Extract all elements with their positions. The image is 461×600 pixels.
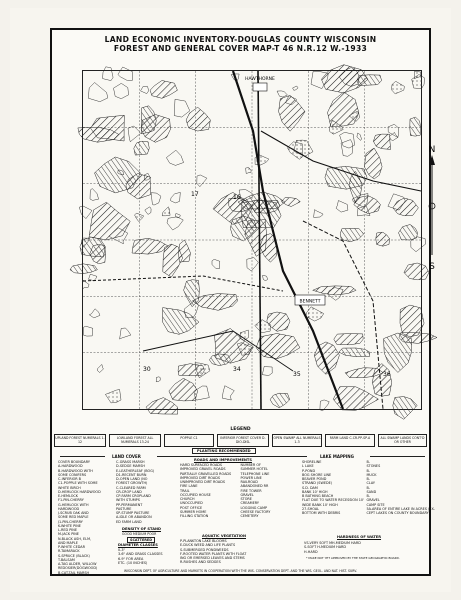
legend-entry: R-TAMARACK <box>58 549 80 554</box>
section-number: 36 <box>383 371 391 378</box>
hardness-heading: HARDNESS OF WATER <box>337 535 382 539</box>
map-sheet <box>10 8 451 592</box>
legend-column-land-cover <box>58 460 114 575</box>
aquatic-vegetation-row: E-DUCK WEED AND LIFE PLANTS <box>180 543 236 548</box>
legend-entry: SUMMER HOME <box>180 509 207 514</box>
lake-mapping-heading: LAKE MAPPING <box>320 454 354 459</box>
legend-entry: PASTURE <box>116 506 132 511</box>
diameter-class-row: 3-6" AND GRASS CLASSES <box>118 552 163 557</box>
legend-entry: PARTIALLY GRAVELLED ROADS <box>180 471 232 476</box>
planting-recommended: PLANTING RECOMMENDED <box>192 448 256 454</box>
legend-entry: RAILROAD <box>240 480 258 484</box>
legend-entry: PP-PERMANENT <box>116 502 143 507</box>
legend-entry: CEMETERY <box>240 514 259 518</box>
legend-entry: CAMP SITE <box>366 502 385 507</box>
legend-column-improvements <box>180 463 298 518</box>
legend-entry: CP-FARM CROPLAND <box>116 494 151 498</box>
legend-entry: WHITE BIRCH <box>58 485 81 490</box>
section-number: 34 <box>233 366 241 373</box>
legend-column-land-cover-2 <box>116 460 176 524</box>
legend-entry: TRAIL <box>180 488 190 493</box>
roads-improvements-heading: ROADS AND IMPROVEMENTS <box>194 458 252 462</box>
aquatic-vegetation-heading: AQUATIC VEGETATION <box>202 534 246 538</box>
north-label: N <box>428 145 436 155</box>
legend-entry: A-TAG ALDER, WILLOW <box>58 562 97 566</box>
map-frame <box>50 28 435 576</box>
legend-entry: UNIMPROVED DIRT ROADS <box>180 480 226 484</box>
legend-entry: K-WHITE PINE <box>58 523 81 528</box>
forest-cover-patch <box>399 333 437 344</box>
legend-entry: CREAMERY <box>240 501 259 506</box>
diameter-classes-list <box>118 548 176 565</box>
legend-entry: SHORELINE <box>302 460 322 464</box>
legend-entry: COVER BOUNDARY <box>58 460 90 464</box>
legend-entry: N-BLACK ASH, ELM, <box>58 536 92 541</box>
south-label: S <box>429 262 435 272</box>
legend-entry: B- <box>366 494 371 498</box>
legend-box-swamp-lands: ALL SWAMP LANDS CONT'D OR OTHER <box>378 434 427 447</box>
township-map[interactable] <box>82 70 422 410</box>
legend-entry: B-CAT-TAIL MARSH <box>58 570 90 575</box>
legend-entry: D-HEMLOCK HARDWOOD <box>58 489 101 494</box>
legend-entry: L-RED PINE <box>58 528 77 532</box>
legend-entry: G-HEMLOCK WITH <box>58 502 89 507</box>
section-number: 16 <box>233 194 241 201</box>
map-title-line1: LAND ECONOMIC INVENTORY-DOUGLAS COUNTY WISCONSIN <box>104 35 377 44</box>
legend-entry: CHURCH <box>180 497 195 501</box>
legend-entry: C-INFERIOR B <box>58 477 82 481</box>
legend-entry: M-JACK PINE <box>58 532 79 537</box>
aquatic-vegetation-row: F-ROOTED WATER PLANTS WITH FLOAT <box>180 551 247 556</box>
divider-line <box>60 456 105 457</box>
legend-entry: CEPT LAKES ON COUNTY BOUNDARY) <box>366 511 430 515</box>
legend-box-lowland-forest: LOWLAND FOREST ALL NUMERALS 13-24 <box>109 434 161 447</box>
section-number: 30 <box>143 366 151 373</box>
legend-entry: UNOCCUPIED <box>180 501 203 506</box>
section-number: 35 <box>293 371 301 378</box>
legend-entry: AND MAPLE <box>58 540 78 545</box>
legend-box-upland-forest: UPLAND FOREST NUMERALS 1-12 <box>54 434 106 447</box>
legend-entry: SOME CONIFERS <box>58 472 87 477</box>
legend-entry: 27-SHOAL <box>302 506 320 511</box>
legend-entry: SAND <box>366 489 377 494</box>
legend-entry: CLAY <box>366 481 375 486</box>
aquatic-vegetation-row: S-SUBMERGED PONDWEEDS <box>180 547 229 552</box>
legend-entry: C1-POPPLE WITH SOME <box>58 481 98 486</box>
legend-entry: SP-STUMP PASTURE <box>116 511 150 515</box>
map-title-line2: FOREST AND GENERAL COVER MAP-T 46 N.R.12 W.-1933 <box>113 44 368 53</box>
legend-entry: ED FARM LAND <box>116 519 142 524</box>
legend-entry: S-SPRUCE (BLACK) <box>58 553 90 558</box>
legend-entry: B- <box>366 477 371 481</box>
hardness-row: S-SOFT H-MEDIUM HARD <box>304 545 347 550</box>
legend-entry: GRAVEL <box>240 492 254 497</box>
legend-entry: BOTTOM WITH DEBRIS <box>302 511 341 515</box>
legend-entry: C-GRASS MARSH <box>116 460 145 464</box>
north-arrow <box>422 143 442 273</box>
legend-entry: SOME RED MAPLE <box>58 515 89 520</box>
hardness-row: H-HARD <box>304 549 318 554</box>
legend-entry: 5A-AREA OF ENTIRE LAKE IN ACRES (EX- <box>366 506 435 511</box>
legend-box-popple: POPPLE C1 <box>164 434 214 447</box>
legend-entry: MUCK <box>366 472 377 477</box>
forest-cover-patch <box>334 334 363 345</box>
legend-entry: WITH STUMPS <box>116 498 140 503</box>
legend-entry: NUMBER OF <box>240 463 261 467</box>
legend-entry: REDOSIER(DOGWOOD) <box>58 566 98 571</box>
legend-entry: OCCUPIED HOUSE <box>180 492 211 497</box>
legend-box-inferior-forest: INFERIOR FOREST COVER D-DIO-DISL <box>217 434 269 447</box>
legend-entry: ABANDONED RR <box>240 484 269 489</box>
legend-entry: F1-PIN-CHERRY <box>58 498 84 503</box>
footer-credit: WISCONSIN DEPT. OF AGRICULTURE AND MARKETS IN COOPERATION WITH THE WIS. CONSERVATION DEPT. AND THE WIS. GEOL. AND NAT. HIST. SURV. <box>124 569 357 573</box>
aquatic-vegetation-row: P-PLANKTON LAKE BLOOMS <box>180 539 227 543</box>
hardness-list <box>304 541 428 554</box>
legend-entry: L LAKE <box>302 464 314 469</box>
legend-entry: HARDWOOD <box>58 506 80 511</box>
legend-entry: STONES <box>366 464 381 469</box>
legend-entry: S.D. DAM <box>302 485 318 490</box>
legend-entry: T-BALSAM <box>58 557 75 562</box>
legend-entry: IMPROVED GRAVEL ROADS <box>180 467 226 472</box>
legend-entry: D-OPEN LAND (NO <box>116 477 148 481</box>
hardness-row: VS-VERY SOFT MH-MEDIUM HARD <box>304 541 361 545</box>
approval-note: * MAKE NOT YET APPROVED BY THE STATE GEOGRAPHIC BOARD. <box>306 556 400 560</box>
legend-entry: J1-PIN-CHERRY <box>58 519 83 524</box>
diameter-class-row: ETC. (10 INCHES) <box>118 560 148 565</box>
legend-entry: CR-CROP LAND <box>116 489 142 494</box>
aquatic-vegetation-row: ING OR EMERSED LEAVES AND STEMS <box>180 556 245 560</box>
legend-entry: FOREST GROWTH) <box>116 481 148 486</box>
diameter-class-row: 0-3" <box>118 548 126 552</box>
legend-entry: CHEESE FACTORY <box>240 509 271 514</box>
legend-entry: P-POND <box>302 468 316 473</box>
legend-entry: E-HEMLOCK <box>58 494 79 498</box>
section-number: 17 <box>191 191 199 198</box>
aquatic-vegetation-list <box>180 539 298 565</box>
township-map-drawing <box>83 71 421 409</box>
legend-entry: POWER LINE <box>240 475 262 480</box>
legend-entry: B-HARDWOOD WITH <box>58 468 93 473</box>
legend-column-lake-mapping <box>302 460 435 515</box>
density-heading: DENSITY OF STAND <box>122 527 161 531</box>
land-cover-heading: LAND COVER <box>112 454 141 459</box>
legend-entry: FLAT DUE TO WATER RECESSION 10' <box>302 498 364 503</box>
legend-entry: B- <box>366 460 371 464</box>
legend-entry: FIRE LANE <box>180 484 198 489</box>
legend-entry: C-CLEARED FARM <box>116 485 146 490</box>
legend-entry: E-LEATHERLEAF (BOG) <box>116 468 155 473</box>
arrow-head-icon <box>429 155 435 165</box>
legend-entry: POST OFFICE <box>180 505 203 510</box>
legend-entry: LOGGING CAMP <box>240 505 268 510</box>
aquatic-vegetation-row: R-RUSHES AND SEDGES <box>180 560 221 565</box>
divider-line <box>157 456 307 457</box>
legend-entry: D1-RECENT BURN <box>116 472 147 477</box>
top-place-label: HAWTHORNE <box>245 77 275 82</box>
diameter-classes-heading: DIAMETER CLASSES <box>118 543 158 547</box>
legend-entry: B- <box>366 468 371 473</box>
legend-entry: STORE <box>240 497 252 501</box>
legend-entry: A-HARDWOOD <box>58 464 83 469</box>
diameter-class-row: 6-9" FOR AREA <box>118 556 144 561</box>
legend-entry: B- <box>366 485 371 490</box>
legend-entry: P-WHITE CEDAR <box>58 545 85 549</box>
legend-entry: IMPROVED DIRT ROADS <box>180 475 221 480</box>
legend-entry: FIRE TOWER <box>240 488 262 493</box>
legend-box-open-swamp: OPEN SWAMP ALL NUMERALS 1-3 <box>272 434 322 447</box>
legend-entry: D-SEDGE MARSH <box>116 464 145 469</box>
legend-entry: TELEPHONE LINE <box>240 471 270 476</box>
legend-entry: STRAND (SWEDE) <box>302 481 333 486</box>
place-label-bennett: BENNETT <box>299 299 321 305</box>
legend-entry: BEAVER POND <box>302 477 327 481</box>
legend-entry: BOG SHORE LINE <box>302 472 332 477</box>
legend-entry: A-IDLE OR ABANDON <box>116 515 152 520</box>
legend-entry: SUMMER HOTEL <box>240 467 268 472</box>
legend-entry: BANK 10' HIGH <box>302 489 328 494</box>
legend-title: LEGEND <box>230 427 251 432</box>
density-classes: GOOD MEDIUM POOR <box>122 532 157 536</box>
legend-entry: HARD SURFACED ROADS <box>180 463 223 467</box>
legend-entry: B BATHING BEACH <box>302 494 334 498</box>
divider-line <box>370 456 425 457</box>
legend-entry: GRAVEL <box>366 498 380 503</box>
legend-entry: FILLING STATION <box>180 514 209 518</box>
legend-entry: J-SCRUB OAK AND <box>58 511 89 515</box>
legend-entry: WIDE BANK 10' HIGH <box>302 502 338 507</box>
legend-box-farm-land: FARM LAND C-CR-PP-SP-A <box>325 434 375 447</box>
scattered-label: SCATTERED <box>127 537 155 543</box>
